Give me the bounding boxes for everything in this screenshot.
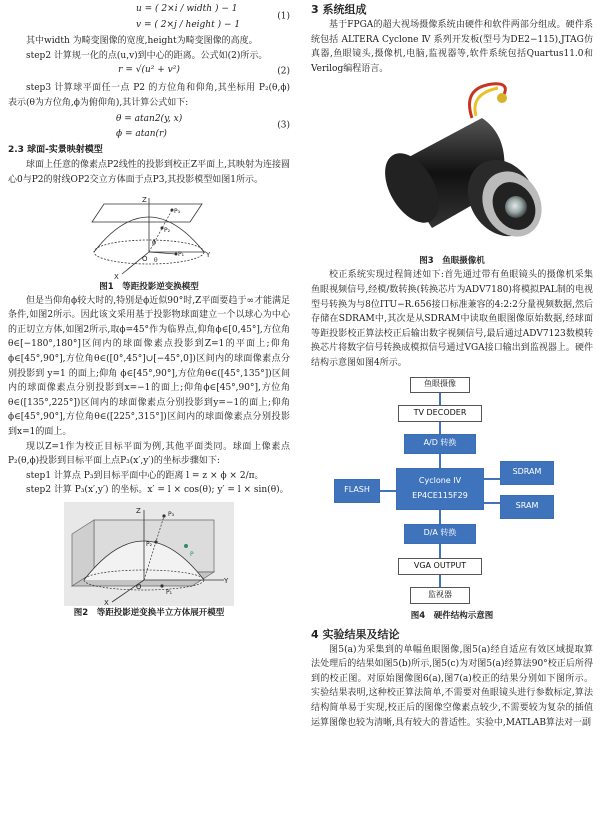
sdram-box: SDRAM xyxy=(500,461,554,485)
paragraph-z1-target: 现以Z=1作为校正目标平面为例,其他平面类同。球面上像素点P₂(θ,ϕ)投影到目标平面上点P₃(x′,y′)的坐标步骤如下: xyxy=(8,441,290,467)
figure-3-caption: 图3 鱼眼摄像机 xyxy=(419,256,485,267)
figure-4-hardware-diagram xyxy=(332,375,572,609)
figure-2 xyxy=(64,502,234,606)
arrow-flash-fpga xyxy=(380,490,396,492)
fisheye-camera-box: 鱼眼摄像 xyxy=(410,377,470,393)
arrow-ad-to-fpga xyxy=(439,454,441,468)
paragraph-cube: 但是当仰角ϕ较大时的,特别是ϕ近似90°时,Z平面要趋于∞才能满足条件,如图2所示。因此该文采用基于投影物球面建立一个以球心为中心的正切立方体,如图2所示,取ϕ=45°作为临界点,仰角ϕ∈[0,45°],方位角θ∈[−180°,180°]区间内的球面像素点投影到Z=1的平面上;仰角ϕ∈[45°,90°],方位角θ∈([0°,45°]∪[−45°,0])区间内的球面像素点分别投影到 y=1 的面上;仰角 ϕ∈[45°,90°],方位角θ∈([45°,135°])区间内的球面像素点分别投影到x=−1的面上;仰角ϕ∈[45°,90°],方位角θ∈([135°,225°])区间内的球面像素点分别投影到y=−1的面上;仰角ϕ∈[45°,90°],方位角θ∈([225°,315°])区间内的球面像素点分别投影到x=1的面上。 xyxy=(8,295,290,437)
arrow-decoder-to-ad xyxy=(439,422,441,434)
equation-3-theta: θ = atan2(y, x) xyxy=(116,114,183,125)
equation-1-u: u = ( 2×i / width ) − 1 xyxy=(136,4,238,14)
figure-1-z-label: Z xyxy=(142,195,147,204)
figure-2-o-label: O xyxy=(136,582,142,591)
paragraph-process: 校正系统实现过程简述如下:首先通过带有鱼眼镜头的摄像机采集鱼眼视频信号,经模/数转换(转换芯片为ADV7180)将模拟PAL制的电视型号转换为与8位ITU−R.656接口标准兼容的4:2:2分量视频数据,然后存储在SDRAM中,其次是从SDRAM中读取鱼眼图像原始数据,经球面等距投影校正算法校正后输出数字视频信号,最后通过ADV7123数模转换芯片将数字信号转换成模拟信号通过VGA接口输出到监视器上。硬件结构示意图如图4所示。 xyxy=(311,270,593,368)
equation-1-number: (1) xyxy=(277,11,290,22)
figure-2-caption: 图2 等距投影逆变换半立方体展开模型 xyxy=(73,607,225,618)
figure-1-x-label: X xyxy=(114,272,119,281)
arrow-fisheye-to-decoder xyxy=(439,393,441,405)
equation-2 xyxy=(8,63,290,81)
flash-box: FLASH xyxy=(334,479,380,503)
figure-2-p2-label: P₂ xyxy=(146,540,153,548)
figure-1-p2-label: P₂ xyxy=(164,226,171,234)
figure-1 xyxy=(84,192,214,280)
arrow-fpga-sram xyxy=(484,502,500,504)
figure-1-y-label: Y xyxy=(206,250,211,259)
figure-1-diagram xyxy=(84,192,214,280)
left-column xyxy=(8,0,290,620)
figure-2-p-label: P xyxy=(190,550,194,558)
equation-1 xyxy=(8,0,290,34)
tv-decoder-box: TV DECODER xyxy=(398,405,482,422)
arrow-da-to-vga xyxy=(439,544,441,558)
da-convert-box: D/A 转换 xyxy=(404,524,476,544)
paragraph-step2: step2 计算规一化的点(u,v)到中心的距离。公式如(2)所示。 xyxy=(26,50,268,61)
equation-1-v: v = ( 2×j / height ) − 1 xyxy=(136,20,241,30)
paragraph-width-def: 其中width 为畸变图像的宽度,height为畸变图像的高度。 xyxy=(26,36,258,46)
paragraph-step2-coords: step2 计算 P₃(x′,y′) 的坐标。x′ = l × cos(θ); y′ = l × sin(θ)。 xyxy=(26,485,289,496)
figure-2-p1-label: P₁ xyxy=(166,588,173,596)
arrow-vga-to-monitor xyxy=(439,575,441,587)
paragraph-system: 基于FPGA的超大视场摄像系统由硬件和软件两部分组成。硬件系统包括 ALTERA Cyclone Ⅳ 系列开发板(型号为DE2−115),JTAG仿真器,鱼眼镜头,摄像机,电脑,监视器等,软件系统包括Quartus11.0和Verilog编程语言。 xyxy=(311,20,593,74)
figure-2-x-label: X xyxy=(104,598,109,607)
right-column xyxy=(311,0,593,730)
figure-2-z-label: Z xyxy=(136,506,141,515)
sram-box: SRAM xyxy=(500,495,554,519)
figure-1-o-label: O xyxy=(142,254,148,263)
equation-2-text: r = √(u² + v²) xyxy=(118,65,180,76)
arrow-fpga-to-da xyxy=(439,510,441,524)
figure-2-p3-label: P₃ xyxy=(168,510,175,518)
paragraph-projection: 球面上任意的像素点P2线性的投影到校正Z平面上,其映射为连接圆心0与P2的射线OP2交立方体面于点P3,其投影模型如图1所示。 xyxy=(8,160,290,185)
figure-1-p1-label: P₁ xyxy=(178,250,185,258)
figure-3 xyxy=(352,78,552,254)
figure-1-theta-label: θ xyxy=(154,256,158,264)
arrow-fpga-sdram xyxy=(484,478,500,480)
section-3-heading: 3 系统组成 xyxy=(311,3,367,16)
equation-3 xyxy=(8,110,290,142)
fpga-box xyxy=(396,468,484,510)
ad-convert-box: A/D 转换 xyxy=(404,434,476,454)
fpga-chip: EP4CE115F29 xyxy=(412,490,468,500)
section-2-3-heading: 2.3 球面-实景映射模型 xyxy=(8,145,103,156)
figure-1-caption: 图1 等距投影逆变换模型 xyxy=(99,281,199,292)
fisheye-camera-image xyxy=(352,78,552,254)
paragraph-results: 图5(a)为采集到的单幅鱼眼图像,图5(a)经自适应有效区域提取算法处理后的结果如图5(b)所示,图5(c)为对图5(a)经算法90°校正后所得到的校正图。对原始图像图6(a),图7(a)校正的结果分别如下图所示。实验结果表明,这种校正算法简单,不需要对鱼眼镜头进行参数标定,算法结构简单易于实现,校正后的图像空像素点较少,不需要较为复杂的插值运算图像也较为清晰,具有较大的普适性。实验中,MATLAB算法对一副 xyxy=(311,644,593,728)
figure-2-y-label: Y xyxy=(224,576,229,585)
figure-2-diagram xyxy=(64,502,234,606)
equation-2-number: (2) xyxy=(277,66,290,77)
paragraph-step3: step3 计算球平面任一点 P2 的方位角和仰角,其坐标用 P₂(θ,ϕ) 表示(θ为方位角,ϕ为俯仰角),其计算公式如下: xyxy=(8,83,290,108)
monitor-box: 监视器 xyxy=(410,587,470,604)
paragraph-step1-distance: step1 计算点 P₃到目标平面中心的距离 l = z × ϕ × 2/π。 xyxy=(26,470,264,481)
vga-output-box: VGA OUTPUT xyxy=(398,558,482,575)
figure-1-phi-label: ϕ xyxy=(152,238,157,246)
equation-3-phi: ϕ = atan(r) xyxy=(116,129,167,140)
figure-1-p3-label: P₃ xyxy=(174,207,181,215)
equation-3-number: (3) xyxy=(277,121,290,132)
figure-4-caption: 图4 硬件结构示意图 xyxy=(410,610,494,621)
section-4-heading: 4 实验结果及结论 xyxy=(311,627,400,641)
fpga-name: Cyclone IV xyxy=(418,475,462,485)
